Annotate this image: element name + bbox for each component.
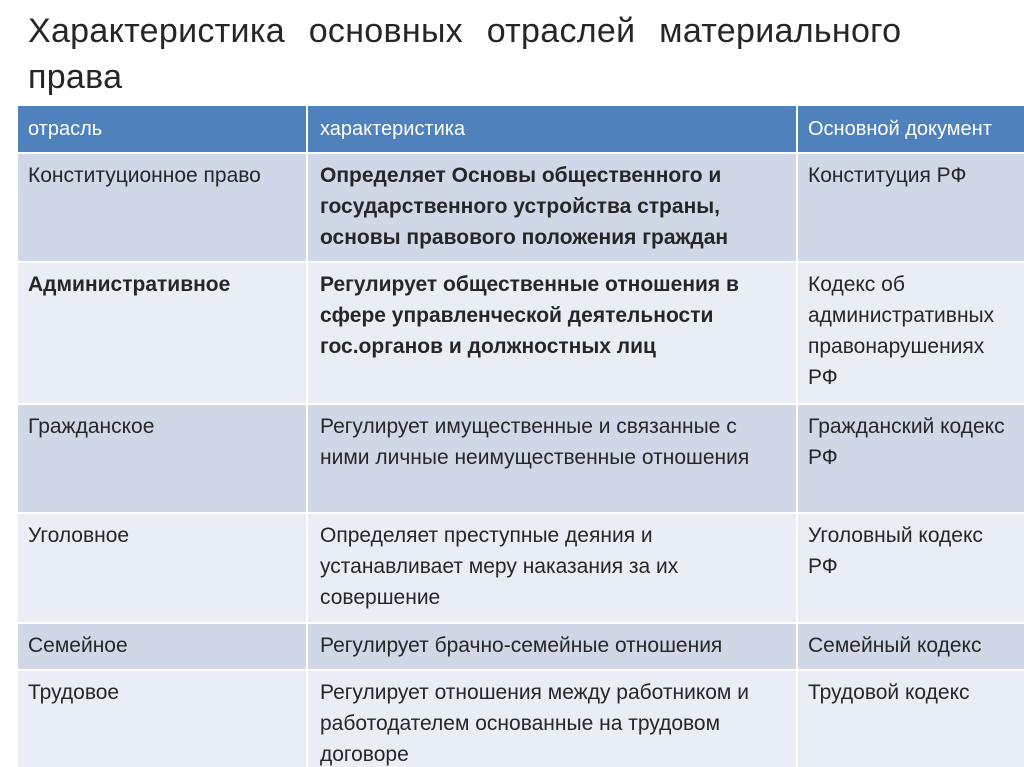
law-branches-table [18, 106, 1024, 767]
description-cell: Определяет преступные деяния и устанавливает меру наказания за их совершение [307, 513, 797, 623]
branch-cell: Трудовое [18, 670, 307, 767]
table-row [18, 670, 1024, 767]
table-row [18, 623, 1024, 670]
column-header-document: Основной документ [797, 106, 1024, 153]
table-row [18, 153, 1024, 262]
column-header-branch: отрасль [18, 106, 307, 153]
table-row [18, 404, 1024, 513]
document-cell: Семейный кодекс [797, 623, 1024, 670]
document-cell: Конституция РФ [797, 153, 1024, 262]
branch-cell: Конституционное право [18, 153, 307, 262]
description-cell: Регулирует имущественные и связанные с ними личные неимущественные отношения [307, 404, 797, 513]
branch-cell: Гражданское [18, 404, 307, 513]
description-cell: Регулирует брачно-семейные отношения [307, 623, 797, 670]
branch-cell: Уголовное [18, 513, 307, 623]
table-row [18, 513, 1024, 623]
column-header-characteristic: характеристика [307, 106, 797, 153]
branch-cell: Семейное [18, 623, 307, 670]
document-cell: Уголовный кодекс РФ [797, 513, 1024, 623]
description-cell: Регулирует отношения между работником и работодателем основанные на трудовом договоре [307, 670, 797, 767]
page-title: Характеристика основных отраслей материального права [28, 12, 902, 96]
document-cell: Трудовой кодекс [797, 670, 1024, 767]
table-row [18, 262, 1024, 404]
description-cell: Регулирует общественные отношения в сфере управленческой деятельности гос.органов и должностных лиц [307, 262, 797, 404]
description-cell: Определяет Основы общественного и государственного устройства страны, основы правового положения граждан [307, 153, 797, 262]
document-cell: Гражданский кодекс РФ [797, 404, 1024, 513]
branch-cell: Административное [18, 262, 307, 404]
document-cell: Кодекс об административных правонарушениях РФ [797, 262, 1024, 404]
table-header-row [18, 106, 1024, 153]
